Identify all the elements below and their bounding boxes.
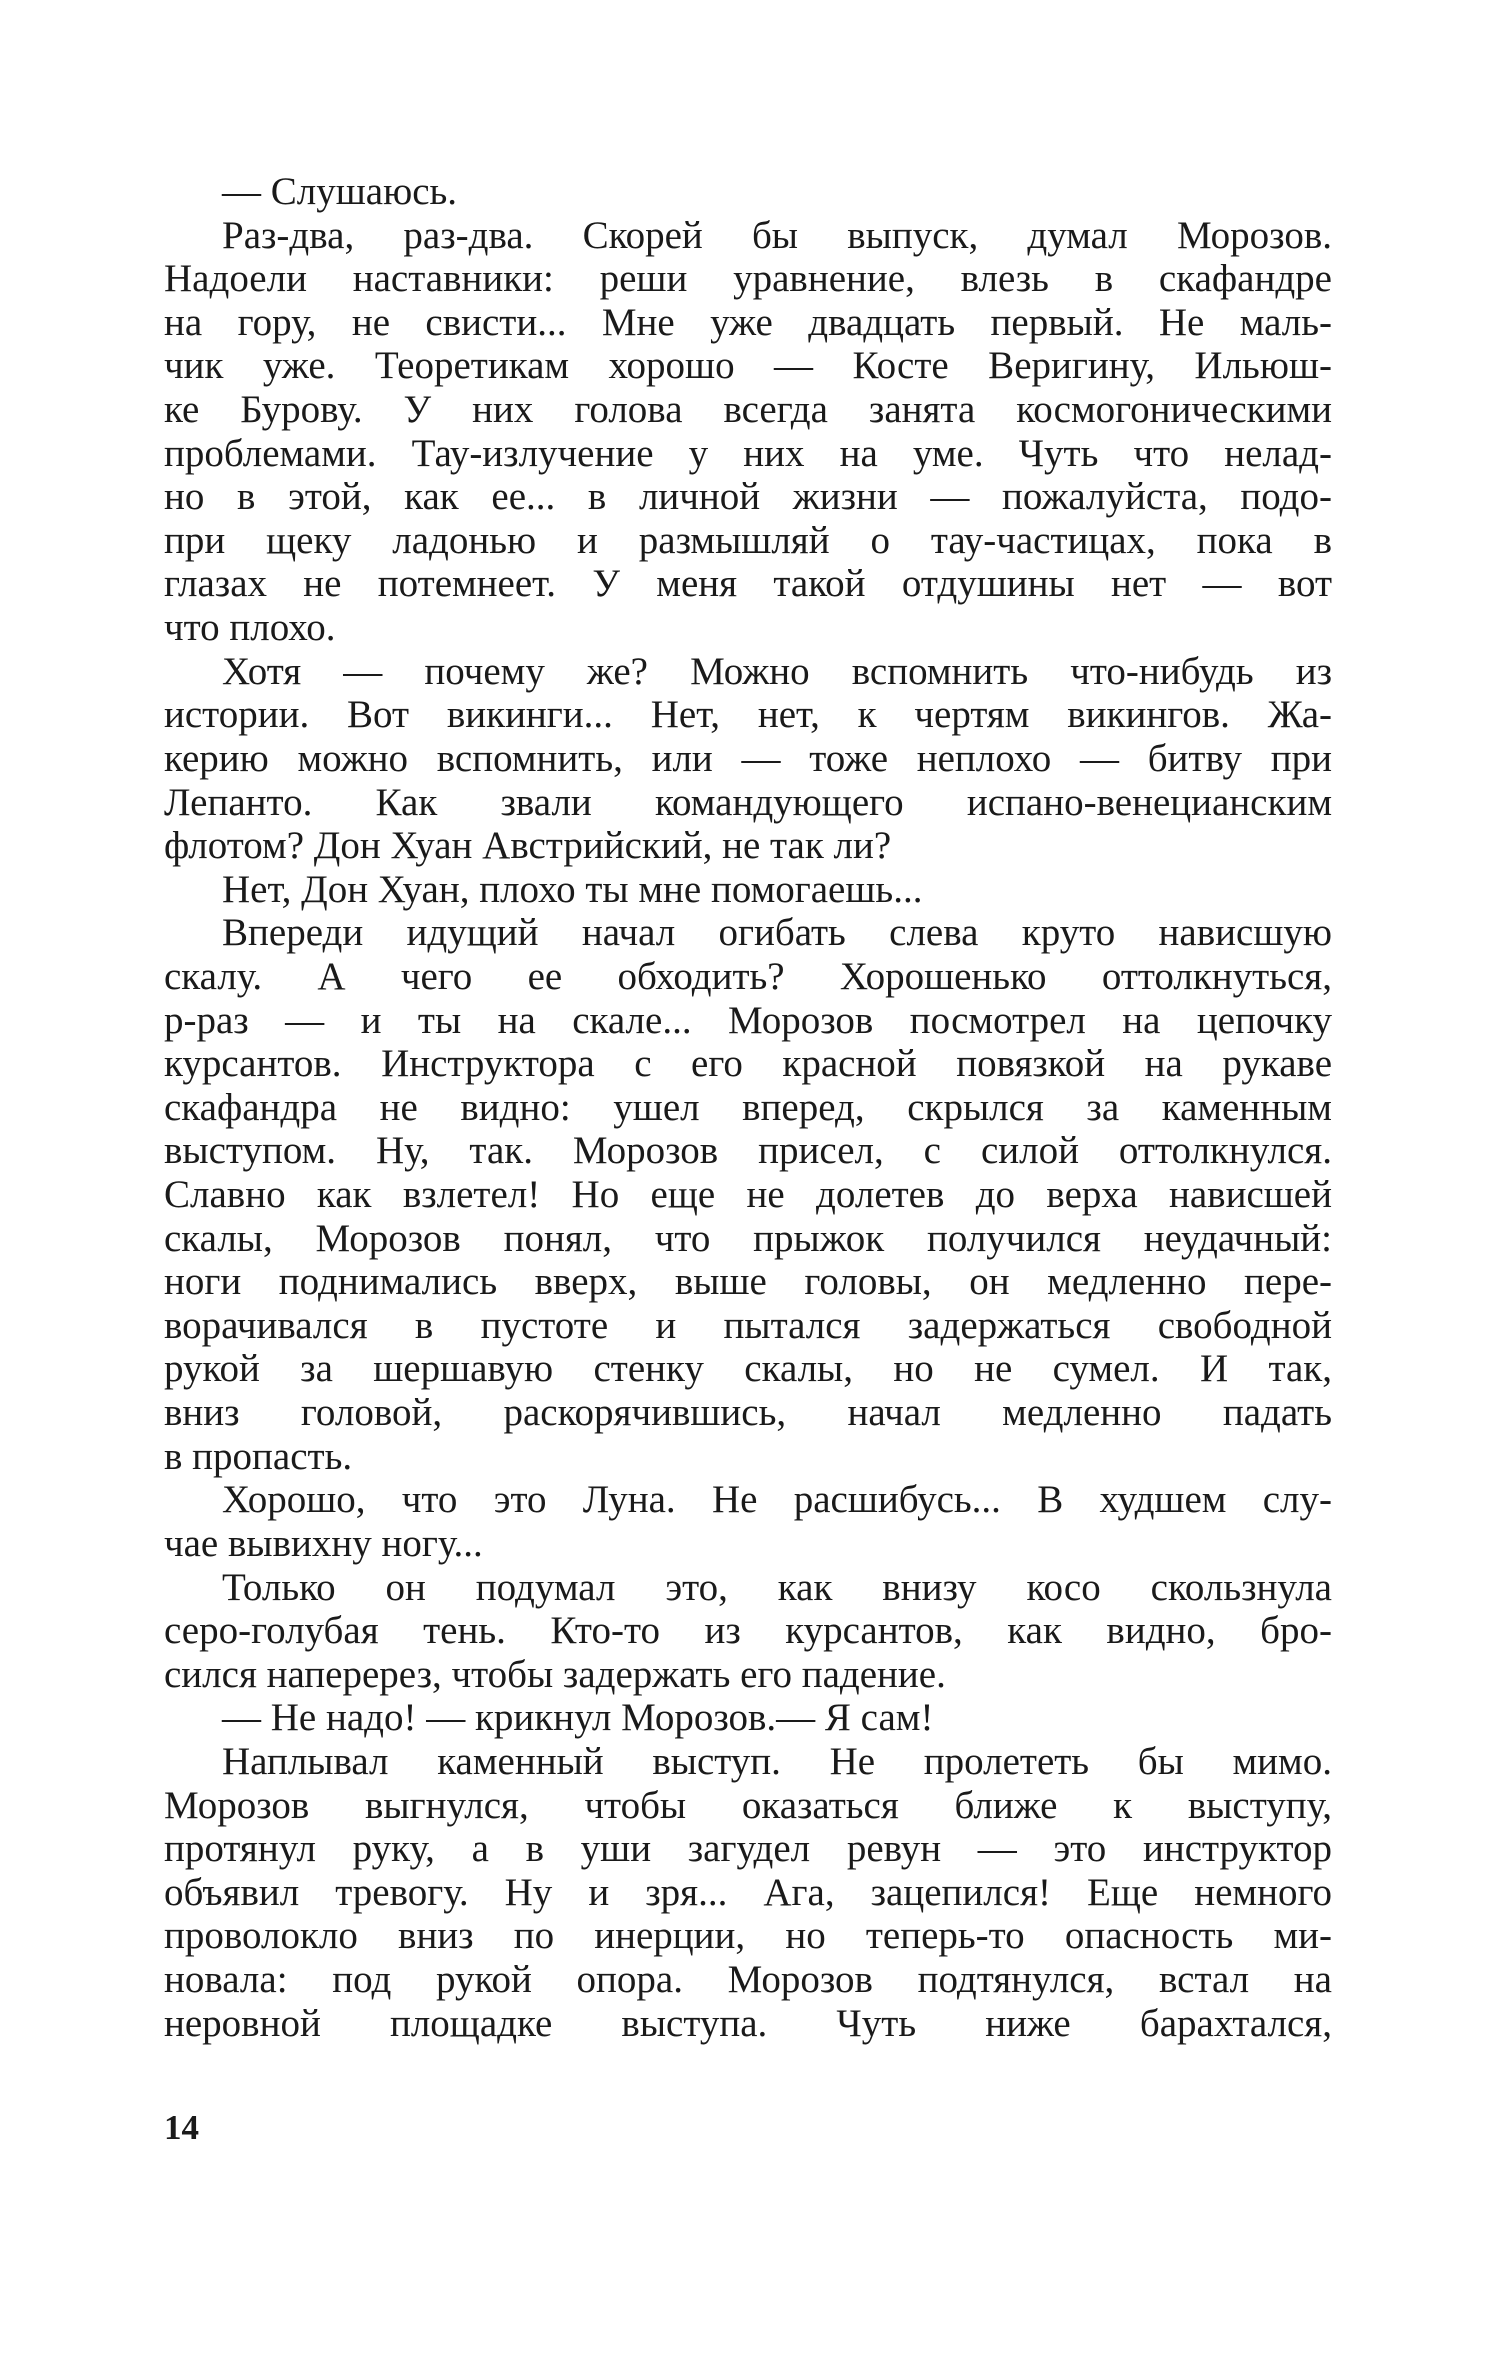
text-line: глазах не потемнеет. У меня такой отдушины нет — вот (164, 562, 1332, 606)
text-line: вниз головой, раскорячившись, начал медленно падать (164, 1391, 1332, 1435)
text-line: Хорошо, что это Луна. Не расшибусь... В худшем слу- (222, 1478, 1332, 1522)
text-line: Лепанто. Как звали командующего испано-венецианским (164, 780, 1332, 824)
page-number: 14 (164, 2108, 199, 2147)
text-line: — Слушаюсь. (222, 170, 458, 213)
text-line: истории. Вот викинги... Нет, нет, к чертям викингов. Жа- (164, 693, 1332, 737)
text-line: керию можно вспомнить, или — тоже неплохо — битву при (164, 736, 1332, 780)
text-line: проволокло вниз по инерции, но теперь-то опасность ми- (164, 1914, 1332, 1958)
text-line: Славно как взлетел! Но еще не долетев до верха нависшей (164, 1173, 1332, 1217)
text-line: неровной площадке выступа. Чуть ниже барахтался, (164, 2001, 1332, 2045)
text-line: Только он подумал это, как внизу косо скользнула (222, 1565, 1332, 1609)
text-line: Морозов выгнулся, чтобы оказаться ближе к выступу, (164, 1783, 1332, 1827)
text-line: новала: под рукой опора. Морозов подтянулся, встал на (164, 1957, 1332, 2001)
text-line: сился наперерез, чтобы задержать его падение. (164, 1652, 946, 1696)
text-line: — Не надо! — крикнул Морозов.— Я сам! (222, 1696, 934, 1740)
text-line: скафандра не видно: ушел вперед, скрылся за каменным (164, 1085, 1332, 1129)
text-line: Наплывал каменный выступ. Не пролететь бы мимо. (222, 1739, 1332, 1783)
text-line: протянул руку, а в уши загудел ревун — это инструктор (164, 1827, 1332, 1871)
text-line: флотом? Дон Хуан Австрийский, не так ли? (164, 824, 892, 868)
text-line: серо-голубая тень. Кто-то из курсантов, как видно, бро- (164, 1609, 1332, 1653)
text-line: ке Бурову. У них голова всегда занята космогоническими (164, 388, 1332, 432)
text-line: скалы, Морозов понял, что прыжок получился неудачный: (164, 1216, 1332, 1260)
text-line: ноги поднимались вверх, выше головы, он медленно пере- (164, 1260, 1332, 1304)
text-line: чае вывихну ногу... (164, 1521, 483, 1565)
text-line: Надоели наставники: реши уравнение, влезь в скафандре (164, 257, 1332, 301)
text-line: Впереди идущий начал огибать слева круто нависшую (222, 911, 1332, 955)
text-line: проблемами. Тау-излучение у них на уме. Чуть что нелад- (164, 431, 1332, 475)
text-line: выступом. Ну, так. Морозов присел, с силой оттолкнулся. (164, 1129, 1332, 1173)
text-line: ворачивался в пустоте и пытался задержаться свободной (164, 1303, 1332, 1347)
text-line: Нет, Дон Хуан, плохо ты мне помогаешь... (222, 867, 923, 911)
text-line: чик уже. Теоретикам хорошо — Косте Веригину, Ильюш- (164, 344, 1332, 388)
text-line: но в этой, как ее... в личной жизни — пожалуйста, подо- (164, 475, 1332, 519)
text-line: Раз-два, раз-два. Скорей бы выпуск, думал Морозов. (222, 213, 1332, 257)
text-line: на гору, не свисти... Мне уже двадцать первый. Не маль- (164, 300, 1332, 344)
body-text (164, 170, 1332, 2045)
text-line: в пропасть. (164, 1434, 353, 1478)
text-line: курсантов. Инструктора с его красной повязкой на рукаве (164, 1042, 1332, 1086)
text-line: Хотя — почему же? Можно вспомнить что-нибудь из (222, 649, 1332, 693)
text-line: объявил тревогу. Ну и зря... Ага, зацепился! Еще немного (164, 1870, 1332, 1914)
text-line: рукой за шершавую стенку скалы, но не сумел. И так, (164, 1347, 1332, 1391)
text-line: скалу. А чего ее обходить? Хорошенько оттолкнуться, (164, 954, 1332, 998)
text-line: при щеку ладонью и размышляй о тау-частицах, пока в (164, 518, 1332, 562)
text-line: что плохо. (164, 606, 336, 650)
text-line: р-раз — и ты на скале... Морозов посмотрел на цепочку (164, 998, 1332, 1042)
